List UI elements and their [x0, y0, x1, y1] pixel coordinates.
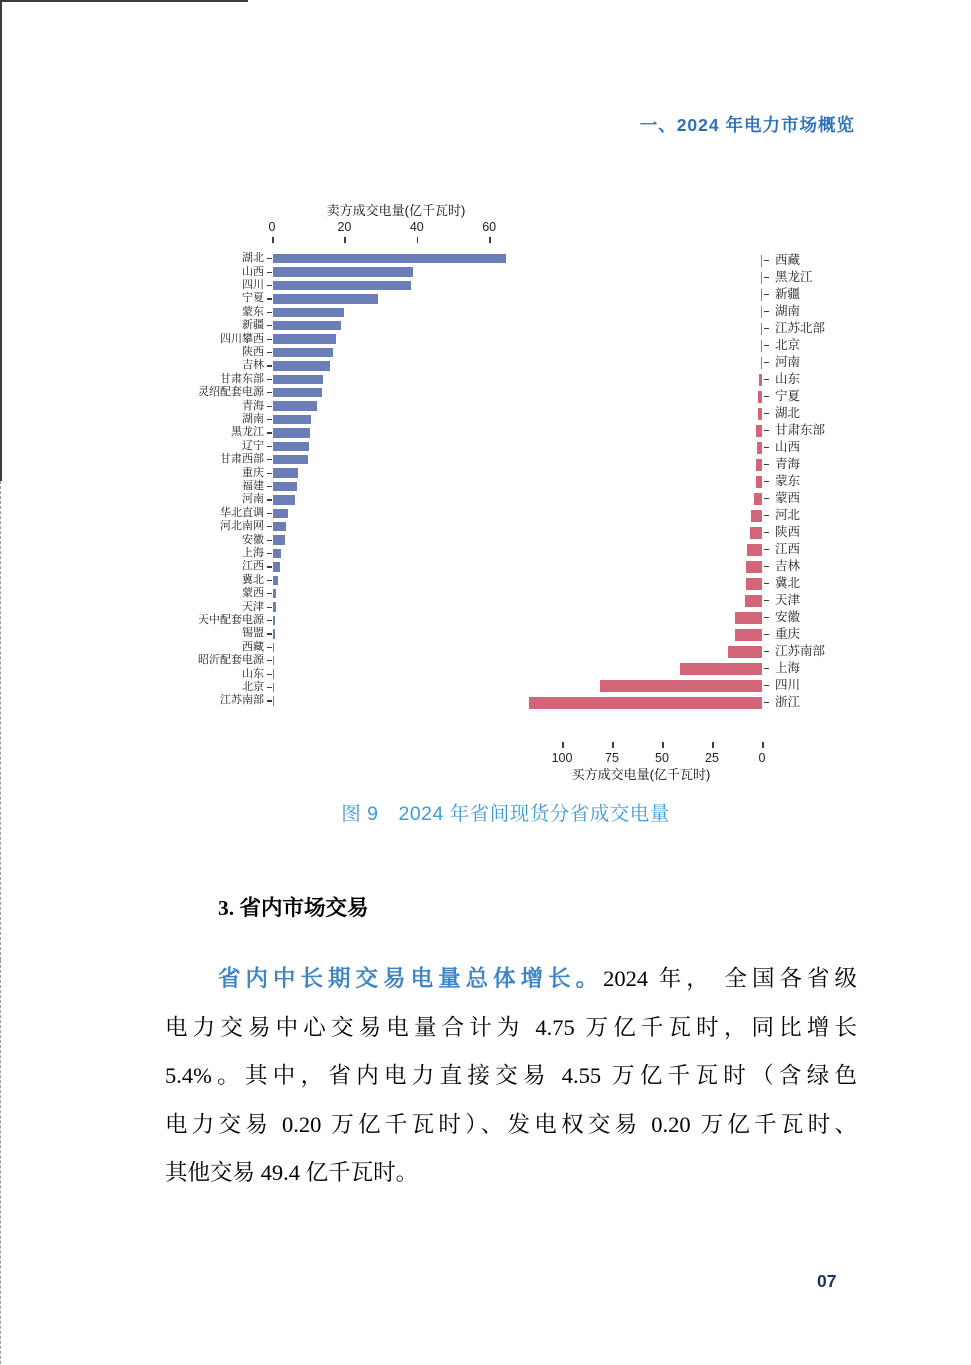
buyer-row-label: 重庆 [775, 627, 801, 641]
buyer-row-label: 蒙西 [775, 491, 801, 505]
buyer-row-tick [764, 464, 769, 465]
bar-seller [273, 334, 336, 344]
seller-row-tick [267, 352, 272, 353]
buyer-row-tick [764, 668, 769, 669]
seller-row-tick [267, 432, 272, 433]
seller-row-label: 蒙西 [242, 587, 264, 600]
bar-buyer [754, 493, 762, 505]
seller-row-label: 河北南网 [220, 520, 264, 533]
bar-buyer [757, 442, 762, 454]
buyer-row-label: 青海 [775, 457, 801, 471]
seller-row-tick [267, 593, 272, 594]
seller-tick-label: 20 [337, 220, 352, 234]
buyer-tick-label: 25 [705, 751, 719, 765]
bar-seller [273, 602, 276, 612]
seller-row-label: 昭沂配套电源 [198, 654, 264, 667]
bar-seller [273, 643, 274, 653]
bar-buyer [600, 680, 762, 692]
buyer-axis-tick [712, 742, 714, 748]
bar-seller [273, 348, 333, 358]
bar-buyer [761, 306, 762, 318]
paragraph-line-4: 电力交易 0.20 万亿千瓦时）、发电权交易 0.20 万亿千瓦时、 [165, 1111, 857, 1137]
seller-row-label: 湖北 [242, 252, 264, 265]
seller-row-label: 西藏 [242, 640, 264, 653]
buyer-row-tick [764, 396, 769, 397]
buyer-row-tick [764, 532, 769, 533]
buyer-row-tick [764, 634, 769, 635]
bar-seller [273, 683, 274, 693]
buyer-row-label: 吉林 [775, 559, 801, 573]
buyer-row-label: 河北 [775, 508, 801, 522]
buyer-row-tick [764, 549, 769, 550]
buyer-row-tick [764, 311, 769, 312]
bar-buyer [728, 646, 762, 658]
buyer-row-label: 安徽 [775, 610, 801, 624]
bar-buyer [746, 578, 762, 590]
seller-row-tick [267, 674, 272, 675]
buyer-axis-tick [612, 742, 614, 748]
bar-buyer [751, 510, 762, 522]
buyer-row-tick [764, 617, 769, 618]
buyer-tick-label: 100 [551, 751, 573, 765]
seller-row-label: 北京 [242, 681, 264, 693]
buyer-row-tick [764, 651, 769, 652]
buyer-row-tick [764, 379, 769, 380]
seller-row-tick [267, 486, 272, 487]
bar-buyer [750, 527, 762, 539]
seller-row-label: 四川攀西 [220, 332, 264, 345]
seller-row-label: 吉林 [242, 359, 264, 372]
bar-buyer [761, 340, 762, 352]
buyer-row-tick [764, 362, 769, 363]
seller-row-label: 河南 [242, 493, 264, 506]
bar-seller [273, 361, 330, 371]
seller-row-tick [267, 258, 272, 259]
buyer-row-tick [764, 498, 769, 499]
seller-tick-label: 40 [409, 220, 424, 234]
seller-row-tick [267, 540, 272, 541]
bar-seller [273, 509, 288, 519]
seller-row-tick [267, 473, 272, 474]
buyer-row-tick [764, 583, 769, 584]
buyer-row-tick [764, 277, 769, 278]
bar-buyer [758, 408, 762, 420]
buyer-row-tick [764, 345, 769, 346]
seller-row-label: 江西 [242, 560, 264, 573]
bar-buyer [746, 561, 762, 573]
seller-row-tick [267, 339, 272, 340]
seller-row-tick [267, 620, 272, 621]
seller-row-label: 重庆 [242, 466, 264, 479]
seller-row-label: 华北直调 [220, 506, 264, 519]
paragraph-line-3: 5.4%。其中，省内电力直接交易 4.55 万亿千瓦时（含绿色 [165, 1063, 857, 1088]
bar-buyer [735, 612, 762, 624]
bar-seller [273, 522, 286, 532]
bar-seller [273, 468, 298, 478]
seller-row-label: 山东 [242, 667, 264, 680]
bar-seller [273, 629, 275, 639]
buyer-row-label: 浙江 [775, 695, 801, 709]
bar-seller [273, 616, 275, 626]
seller-tick-label: 0 [268, 220, 276, 234]
bar-seller [273, 669, 274, 679]
seller-row-tick [267, 379, 272, 380]
buyer-tick-label: 0 [758, 751, 766, 765]
seller-axis-line [0, 0, 248, 2]
bar-seller [273, 455, 308, 465]
bar-seller [273, 696, 274, 706]
page-header: 一、2024 年电力市场概览 [639, 115, 855, 135]
buyer-row-label: 湖北 [775, 406, 801, 420]
seller-row-label: 冀北 [242, 573, 264, 586]
bar-seller [273, 308, 344, 318]
buyer-row-tick [764, 430, 769, 431]
seller-row-tick [267, 553, 272, 554]
paragraph-line-1 [165, 955, 857, 1004]
bar-seller [273, 321, 341, 331]
buyer-row-label: 江苏南部 [775, 644, 826, 658]
seller-row-label: 天津 [242, 600, 264, 613]
bar-buyer [761, 272, 762, 284]
buyer-row-label: 天津 [775, 593, 801, 607]
seller-row-label: 福建 [242, 480, 264, 492]
buyer-row-label: 山西 [775, 440, 801, 454]
buyer-row-label: 湖南 [775, 304, 801, 318]
paragraph-lead: 省内中长期交易电量总体增长。 [218, 966, 604, 991]
buyer-axis-tick [762, 742, 764, 748]
seller-row-tick [267, 285, 272, 286]
paragraph-line-1-rest: 2024 年， 全国各省级 [603, 966, 857, 991]
bar-seller [273, 589, 276, 599]
seller-gridline [0, 481, 1, 960]
buyer-tick-label: 75 [605, 751, 619, 765]
bar-seller [273, 482, 297, 492]
seller-axis-tick [489, 237, 491, 243]
buyer-row-tick [764, 294, 769, 295]
seller-row-tick [267, 687, 272, 688]
seller-row-label: 陕西 [242, 346, 264, 358]
bar-seller [273, 281, 411, 291]
seller-row-label: 辽宁 [242, 439, 264, 452]
seller-tick-label: 60 [482, 220, 497, 234]
buyer-row-label: 宁夏 [775, 389, 801, 403]
bar-seller [273, 428, 310, 438]
seller-row-tick [267, 272, 272, 273]
bar-buyer [756, 425, 762, 437]
seller-row-label: 甘肃东部 [220, 372, 264, 385]
page-number: 07 [817, 1271, 837, 1291]
seller-row-label: 青海 [242, 399, 264, 412]
bar-buyer [761, 323, 762, 335]
seller-row-tick [267, 580, 272, 581]
bar-buyer [761, 255, 762, 267]
seller-row-label: 宁夏 [242, 292, 264, 305]
bar-buyer [756, 476, 762, 488]
seller-row-tick [267, 566, 272, 567]
seller-row-tick [267, 660, 272, 661]
bar-seller [273, 442, 309, 452]
seller-row-tick [267, 298, 272, 299]
seller-row-label: 上海 [242, 547, 264, 559]
bar-seller [273, 576, 278, 586]
buyer-row-label: 新疆 [775, 287, 801, 301]
bar-seller [273, 562, 280, 572]
bar-seller [273, 656, 274, 666]
bar-seller [273, 401, 317, 411]
buyer-row-label: 甘肃东部 [775, 423, 826, 437]
bar-buyer [761, 357, 762, 369]
seller-row-label: 蒙东 [242, 305, 264, 318]
buyer-row-tick [764, 481, 769, 482]
buyer-row-label: 陕西 [775, 525, 801, 539]
seller-row-tick [267, 526, 272, 527]
seller-row-tick [267, 700, 272, 701]
paragraph-line-2: 电力交易中心交易电量合计为 4.75 万亿千瓦时，同比增长 [165, 1014, 857, 1040]
bar-seller [273, 254, 506, 264]
seller-axis-tick [344, 237, 346, 243]
seller-row-label: 四川 [242, 279, 264, 291]
seller-row-label: 天中配套电源 [198, 614, 264, 626]
seller-axis-tick [417, 237, 419, 243]
seller-row-label: 锡盟 [242, 627, 264, 640]
seller-row-tick [267, 365, 272, 366]
bar-seller [273, 495, 295, 505]
bar-buyer [745, 595, 762, 607]
buyer-row-tick [764, 447, 769, 448]
bar-buyer [761, 289, 762, 301]
bar-seller [273, 415, 311, 425]
seller-row-label: 湖南 [242, 413, 264, 425]
buyer-row-label: 北京 [775, 338, 801, 352]
buyer-row-tick [764, 260, 769, 261]
seller-row-tick [267, 392, 272, 393]
seller-row-label: 山西 [242, 265, 264, 278]
seller-row-tick [267, 325, 272, 326]
seller-row-label: 新疆 [242, 319, 264, 332]
seller-row-label: 灵绍配套电源 [198, 386, 264, 399]
bar-buyer [758, 391, 762, 403]
bar-buyer [680, 663, 762, 675]
section-heading: 3. 省内市场交易 [218, 896, 369, 920]
buyer-row-label: 四川 [775, 678, 801, 692]
buyer-row-tick [764, 566, 769, 567]
buyer-row-tick [764, 328, 769, 329]
buyer-row-tick [764, 600, 769, 601]
seller-row-tick [267, 499, 272, 500]
buyer-axis-tick [562, 742, 564, 748]
seller-row-tick [267, 406, 272, 407]
bar-buyer [529, 697, 762, 709]
buyer-row-label: 上海 [775, 661, 801, 675]
buyer-row-label: 江西 [775, 542, 801, 556]
bar-seller [273, 375, 323, 385]
buyer-tick-label: 50 [655, 751, 669, 765]
seller-row-tick [267, 459, 272, 460]
buyer-row-label: 黑龙江 [775, 270, 813, 284]
bar-buyer [756, 459, 762, 471]
buyer-row-label: 江苏北部 [775, 321, 826, 335]
paragraph-line-5: 其他交易 49.4 亿千瓦时。 [165, 1160, 419, 1185]
seller-row-tick [267, 446, 272, 447]
bar-seller [273, 388, 322, 398]
buyer-row-label: 冀北 [775, 576, 801, 590]
bar-seller [273, 267, 413, 277]
bar-buyer [735, 629, 762, 641]
seller-row-label: 安徽 [242, 533, 264, 546]
seller-row-label: 甘肃西部 [220, 453, 264, 466]
seller-row-tick [267, 633, 272, 634]
seller-axis-title: 卖方成交电量(亿千瓦时) [326, 203, 466, 218]
bar-buyer [747, 544, 762, 556]
body-paragraph [165, 955, 857, 1198]
buyer-row-tick [764, 702, 769, 703]
seller-row-tick [267, 419, 272, 420]
bar-buyer [759, 374, 762, 386]
buyer-row-tick [764, 685, 769, 686]
bar-seller [273, 294, 378, 304]
bar-seller [273, 549, 281, 559]
buyer-row-label: 蒙东 [775, 474, 801, 488]
seller-row-tick [267, 607, 272, 608]
seller-gridline [0, 960, 1, 1365]
seller-row-tick [267, 647, 272, 648]
seller-axis-tick [272, 237, 274, 243]
buyer-row-tick [764, 413, 769, 414]
buyer-row-tick [764, 515, 769, 516]
buyer-row-label: 西藏 [775, 253, 801, 267]
seller-left-spine [0, 2, 2, 481]
seller-row-tick [267, 513, 272, 514]
seller-row-label: 江苏南部 [220, 694, 264, 707]
buyer-row-label: 山东 [775, 372, 801, 386]
figure-caption: 图 9 2024 年省间现货分省成交电量 [341, 803, 670, 825]
buyer-row-label: 河南 [775, 355, 801, 369]
seller-row-label: 黑龙江 [231, 426, 264, 439]
buyer-axis-tick [662, 742, 664, 748]
buyer-axis-title: 买方成交电量(亿千瓦时) [571, 767, 711, 782]
bar-seller [273, 535, 285, 545]
seller-row-tick [267, 312, 272, 313]
